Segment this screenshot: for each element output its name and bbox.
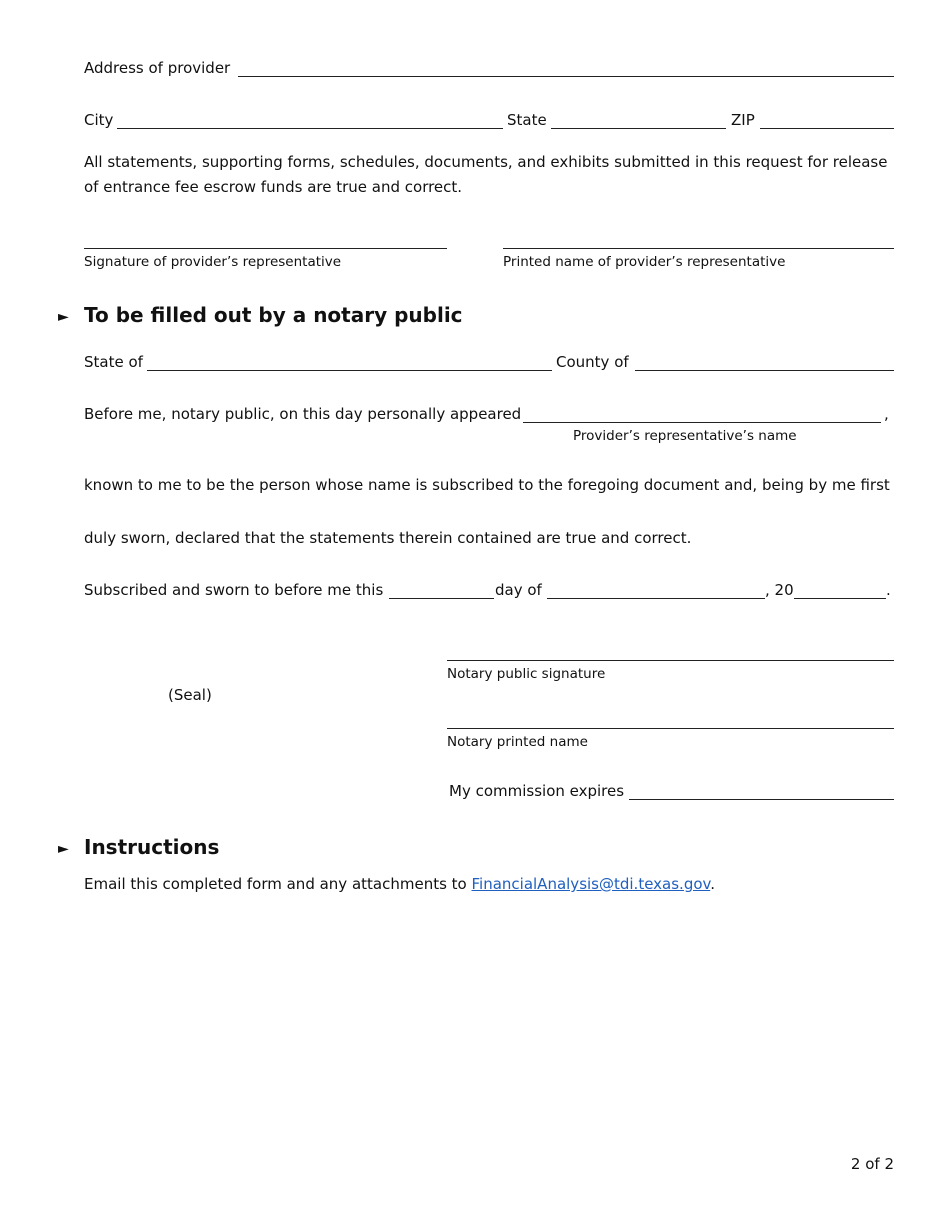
provider-printed-name-caption: Printed name of provider’s representative — [503, 254, 786, 270]
email-link[interactable]: FinancialAnalysis@tdi.texas.gov — [471, 875, 711, 893]
appeared-text: Before me, notary public, on this day personally appeared — [84, 405, 522, 423]
sworn-text: duly sworn, declared that the statements therein contained are true and correct. — [84, 529, 692, 547]
notary-printed-name-field[interactable] — [447, 728, 894, 729]
year-period: . — [886, 581, 891, 599]
state-of-field[interactable] — [147, 370, 552, 371]
subscribed-text: Subscribed and sworn to before me this — [84, 581, 384, 599]
page-number: 2 of 2 — [850, 1155, 894, 1173]
state-of-label: State of — [84, 353, 143, 371]
seal-label: (Seal) — [168, 686, 212, 704]
county-of-label: County of — [556, 353, 629, 371]
address-of-provider-field[interactable] — [238, 76, 894, 77]
notary-signature-field[interactable] — [447, 660, 894, 661]
instructions-text-after: . — [710, 875, 716, 893]
zip-label: ZIP — [731, 111, 755, 129]
notary-printed-name-caption: Notary printed name — [447, 734, 588, 750]
instructions-heading: Instructions — [84, 835, 220, 859]
notary-section-heading: To be filled out by a notary public — [84, 303, 463, 327]
year-prefix: , 20 — [765, 581, 794, 599]
day-field[interactable] — [389, 598, 494, 599]
triangle-bullet-icon: ► — [58, 841, 69, 857]
known-text: known to me to be the person whose name is subscribed to the foregoing document and, being by me first — [84, 476, 890, 494]
state-field[interactable] — [551, 128, 726, 129]
instructions-text-before: Email this completed form and any attachments to — [84, 875, 472, 893]
representative-name-caption: Provider’s representative’s name — [573, 428, 797, 444]
city-label: City — [84, 111, 114, 129]
month-field[interactable] — [547, 598, 765, 599]
notary-signature-caption: Notary public signature — [447, 666, 606, 682]
triangle-bullet-icon: ► — [58, 309, 69, 325]
county-of-field[interactable] — [635, 370, 894, 371]
appeared-comma: , — [884, 405, 889, 423]
provider-signature-caption: Signature of provider’s representative — [84, 254, 342, 270]
day-of-text: day of — [495, 581, 542, 599]
provider-signature-field[interactable] — [84, 248, 447, 249]
address-of-provider-label: Address of provider — [84, 59, 231, 77]
city-field[interactable] — [117, 128, 503, 129]
provider-printed-name-field[interactable] — [503, 248, 894, 249]
commission-expires-label: My commission expires — [449, 782, 625, 800]
certification-statement: All statements, supporting forms, schedules, documents, and exhibits submitted in this request for release of entrance fee escrow funds are true and correct. — [84, 153, 888, 196]
representative-name-field[interactable] — [523, 422, 881, 423]
state-label: State — [507, 111, 547, 129]
instructions-text — [84, 875, 715, 893]
zip-field[interactable] — [760, 128, 894, 129]
year-field[interactable] — [794, 598, 886, 599]
commission-expires-field[interactable] — [629, 799, 894, 800]
